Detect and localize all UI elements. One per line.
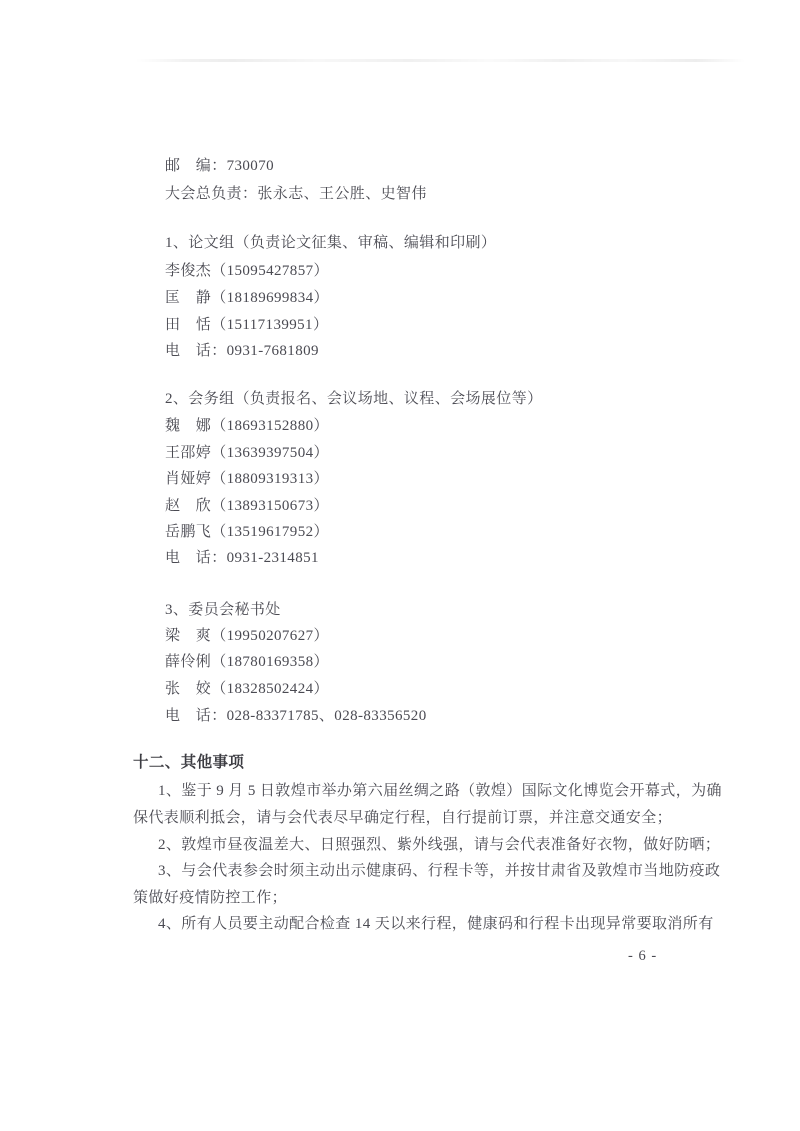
group-2-member-line: 王邵婷（13639397504） — [165, 445, 329, 461]
section-12-item-3-line: 策做好疫情防控工作； — [133, 890, 288, 906]
group-3-member-line: 薛伶俐（18780169358） — [165, 654, 329, 670]
section-12-item-1-line: 保代表顺利抵会，请与会代表尽早确定行程，自行提前订票，并注意交通安全； — [133, 810, 673, 826]
group-2-member-line: 赵 欣（13893150673） — [165, 498, 329, 514]
section-12-item-1-line: 1、鉴于 9 月 5 日敦煌市举办第六届丝绸之路（敦煌）国际文化博览会开幕式，为确 — [158, 783, 722, 799]
section-12-item-3-line: 3、与会代表参会时须主动出示健康码、行程卡等，并按甘肃省及敦煌市当地防疫政 — [158, 863, 721, 879]
group-3-heading: 3、委员会秘书处 — [165, 602, 281, 618]
group-2-member-line: 肖娅婷（18809319313） — [165, 471, 329, 487]
scan-artifact-line — [135, 59, 745, 62]
chief-organizers-line: 大会总负责：张永志、王公胜、史智伟 — [165, 186, 427, 202]
group-2-member-line: 魏 娜（18693152880） — [165, 418, 329, 434]
group-2-phone-line: 电 话：0931-2314851 — [165, 550, 319, 566]
group-3-member-line: 张 姣（18328502424） — [165, 681, 329, 697]
group-3-member-line: 梁 爽（19950207627） — [165, 628, 329, 644]
section-12-item-4-line: 4、所有人员要主动配合检查 14 天以来行程，健康码和行程卡出现异常要取消所有 — [158, 916, 714, 932]
group-2-heading: 2、会务组（负责报名、会议场地、议程、会场展位等） — [165, 391, 543, 407]
section-12-item-2-line: 2、敦煌市昼夜温差大、日照强烈、紫外线强，请与会代表准备好衣物，做好防晒； — [158, 837, 721, 853]
group-1-member-line: 田 恬（15117139951） — [165, 317, 329, 333]
section-12-heading: 十二、其他事项 — [133, 754, 245, 771]
group-3-phone-line: 电 话：028-83371785、028-83356520 — [165, 708, 427, 724]
group-1-member-line: 匡 静（18189699834） — [165, 290, 329, 306]
group-1-member-line: 李俊杰（15095427857） — [165, 263, 329, 279]
postal-code-line: 邮 编：730070 — [165, 158, 275, 174]
group-2-member-line: 岳鹏飞（13519617952） — [165, 524, 329, 540]
group-1-phone-line: 电 话：0931-7681809 — [165, 343, 319, 359]
group-1-heading: 1、论文组（负责论文征集、审稿、编辑和印刷） — [165, 235, 497, 251]
page-number: - 6 - — [628, 948, 658, 964]
